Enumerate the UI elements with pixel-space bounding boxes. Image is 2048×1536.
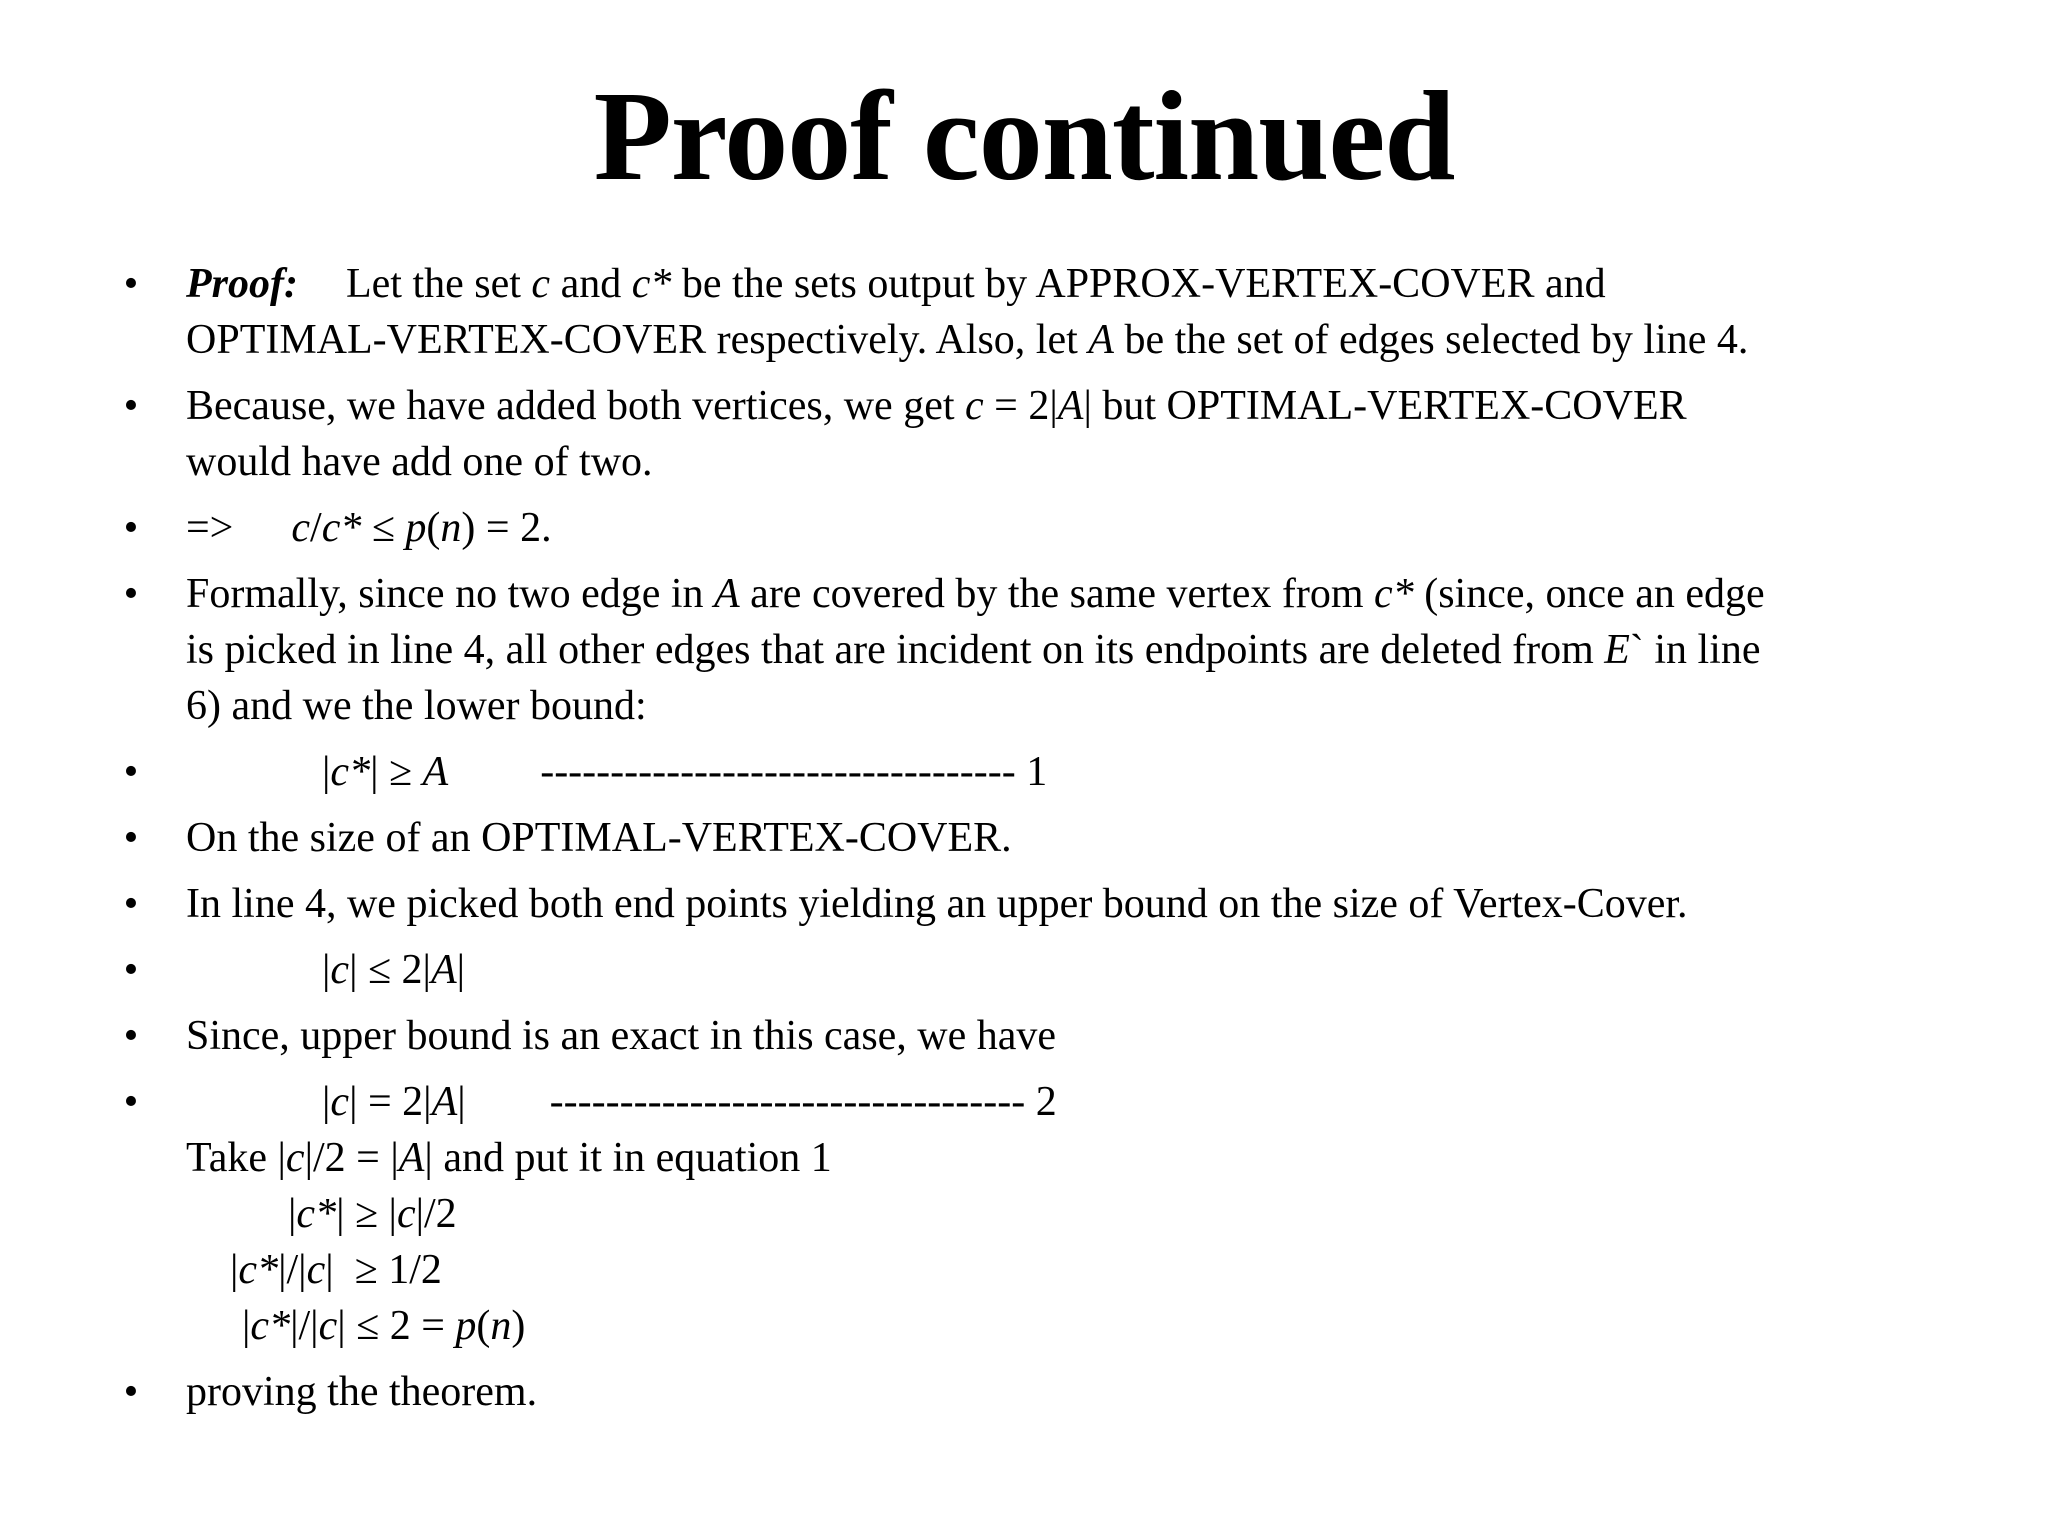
text-run: | but OPTIMAL-VERTEX-COVER	[1083, 383, 1687, 429]
text-run: Take |	[186, 1135, 286, 1181]
math-var: c*	[1374, 571, 1414, 617]
text-run: is picked in line 4, all other edges that are incident on its endpoints are deleted from	[186, 627, 1605, 673]
text-run: /	[310, 505, 322, 551]
text-run: |/|	[290, 1303, 319, 1349]
bullet-icon: •	[123, 815, 139, 861]
text-run: | = 2|	[349, 1079, 432, 1125]
text-run: OPTIMAL-VERTEX-COVER respectively. Also, let	[186, 317, 1089, 363]
derivation-line-2	[230, 1242, 442, 1298]
text-run: are covered by the same vertex from	[739, 571, 1375, 617]
text-run: On the size of an OPTIMAL-VERTEX-COVER.	[186, 815, 1012, 861]
take-half-line	[186, 1130, 832, 1186]
bullet-both-vertices	[123, 378, 1687, 434]
math-var: A	[1057, 383, 1084, 429]
math-var: c*	[330, 749, 371, 795]
bullet-c-le-2a	[123, 942, 466, 998]
math-var: A	[431, 1079, 458, 1125]
text-run: Since, upper bound is an exact in this case, we have	[186, 1013, 1057, 1059]
bullet-icon: •	[123, 261, 139, 307]
bullet-icon: •	[123, 881, 139, 927]
bullet-conclusion	[123, 1364, 538, 1420]
text-run: be the sets output by APPROX-VERTEX-COVER and	[671, 261, 1606, 307]
math-var: c*	[238, 1247, 279, 1293]
math-var: c*	[296, 1191, 337, 1237]
text-run: |	[456, 947, 466, 993]
math-var: p	[455, 1303, 477, 1349]
math-var: c	[531, 261, 551, 307]
bullet-icon: •	[123, 383, 139, 429]
math-var: p	[405, 505, 427, 551]
math-var: c	[330, 947, 350, 993]
math-var: c	[291, 505, 311, 551]
text-run: |	[322, 1079, 331, 1125]
bullet-proof-definition	[123, 256, 1606, 312]
text-run: |	[230, 1247, 239, 1293]
text-run: |/|	[278, 1247, 307, 1293]
text-run: | ≥ 1/2	[325, 1247, 442, 1293]
bullet-icon: •	[123, 749, 139, 795]
bullet-equation-2	[123, 1074, 1057, 1130]
text-run: | ≤ 2 =	[337, 1303, 456, 1349]
text-run: ) = 2.	[461, 505, 552, 551]
text-run: | ≥ |	[336, 1191, 397, 1237]
bullet-icon: •	[123, 947, 139, 993]
slide-title: Proof continued	[593, 65, 1455, 207]
bullet-equation-1	[123, 744, 1048, 800]
math-var: n	[490, 1303, 512, 1349]
derivation-line-3	[242, 1298, 525, 1354]
proof-label: Proof:	[186, 261, 298, 307]
math-var: c	[318, 1303, 338, 1349]
text-run: proving the theorem.	[186, 1369, 538, 1415]
text-run: In line 4, we picked both end points yielding an upper bound on the size of Vertex-Cover.	[186, 881, 1688, 927]
bullet-proof-definition-cont	[186, 312, 1748, 368]
text-run: |	[322, 749, 331, 795]
math-var: A	[1088, 317, 1114, 363]
equation-label: ---------------------------------- 2	[549, 1079, 1057, 1125]
text-run: be the set of edges selected by line 4.	[1113, 317, 1749, 363]
math-var: A	[398, 1135, 425, 1181]
text-run: |	[322, 947, 331, 993]
math-var: n	[440, 505, 462, 551]
math-var: A	[714, 571, 740, 617]
equation-label: ---------------------------------- 1	[540, 749, 1048, 795]
bullet-formally-cont-1	[186, 622, 1761, 678]
implies-arrow: =>	[186, 505, 234, 551]
derivation-line-1	[288, 1186, 457, 1242]
math-var: A	[422, 749, 449, 795]
math-var: c	[396, 1191, 416, 1237]
text-run: Because, we have added both vertices, we get	[186, 383, 966, 429]
text-run: |/2 = |	[304, 1135, 399, 1181]
math-var: E	[1604, 627, 1630, 673]
text-run: |	[242, 1303, 251, 1349]
math-var: c*	[250, 1303, 291, 1349]
text-run: 6) and we the lower bound:	[186, 683, 647, 729]
bullet-exact-bound	[123, 1008, 1057, 1064]
bullet-formally-cont-2	[186, 678, 647, 734]
math-var: A	[430, 947, 457, 993]
bullet-ratio	[123, 500, 552, 556]
bullet-icon: •	[123, 571, 139, 617]
bullet-formally	[123, 566, 1765, 622]
text-run: ` in line	[1629, 627, 1761, 673]
text-run: |	[457, 1079, 466, 1125]
math-var: c*	[631, 261, 672, 307]
bullet-icon: •	[123, 505, 139, 551]
text-run: (since, once an edge	[1413, 571, 1765, 617]
math-var: c	[330, 1079, 350, 1125]
text-run: would have add one of two.	[186, 439, 653, 485]
math-var: c	[306, 1247, 326, 1293]
text-run: ≤	[361, 505, 406, 551]
bullet-upper-bound	[123, 876, 1688, 932]
text-run: = 2|	[983, 383, 1058, 429]
text-run: and	[550, 261, 632, 307]
bullet-icon: •	[123, 1013, 139, 1059]
math-var: c*	[321, 505, 362, 551]
text-run: Formally, since no two edge in	[186, 571, 715, 617]
text-run: | and put it in equation 1	[424, 1135, 832, 1181]
bullet-icon: •	[123, 1079, 139, 1125]
text-run: |	[288, 1191, 297, 1237]
bullet-both-vertices-cont	[186, 434, 653, 490]
text-run: |/2	[415, 1191, 457, 1237]
text-run: (	[426, 505, 441, 551]
bullet-optimal-size	[123, 810, 1012, 866]
text-run: )	[511, 1303, 526, 1349]
math-var: c	[965, 383, 984, 429]
math-var: c	[285, 1135, 305, 1181]
bullet-icon: •	[123, 1369, 139, 1415]
text-run: | ≥	[370, 749, 423, 795]
text-run: (	[476, 1303, 491, 1349]
text-run: | ≤ 2|	[349, 947, 431, 993]
text-run: Let the set	[345, 261, 532, 307]
